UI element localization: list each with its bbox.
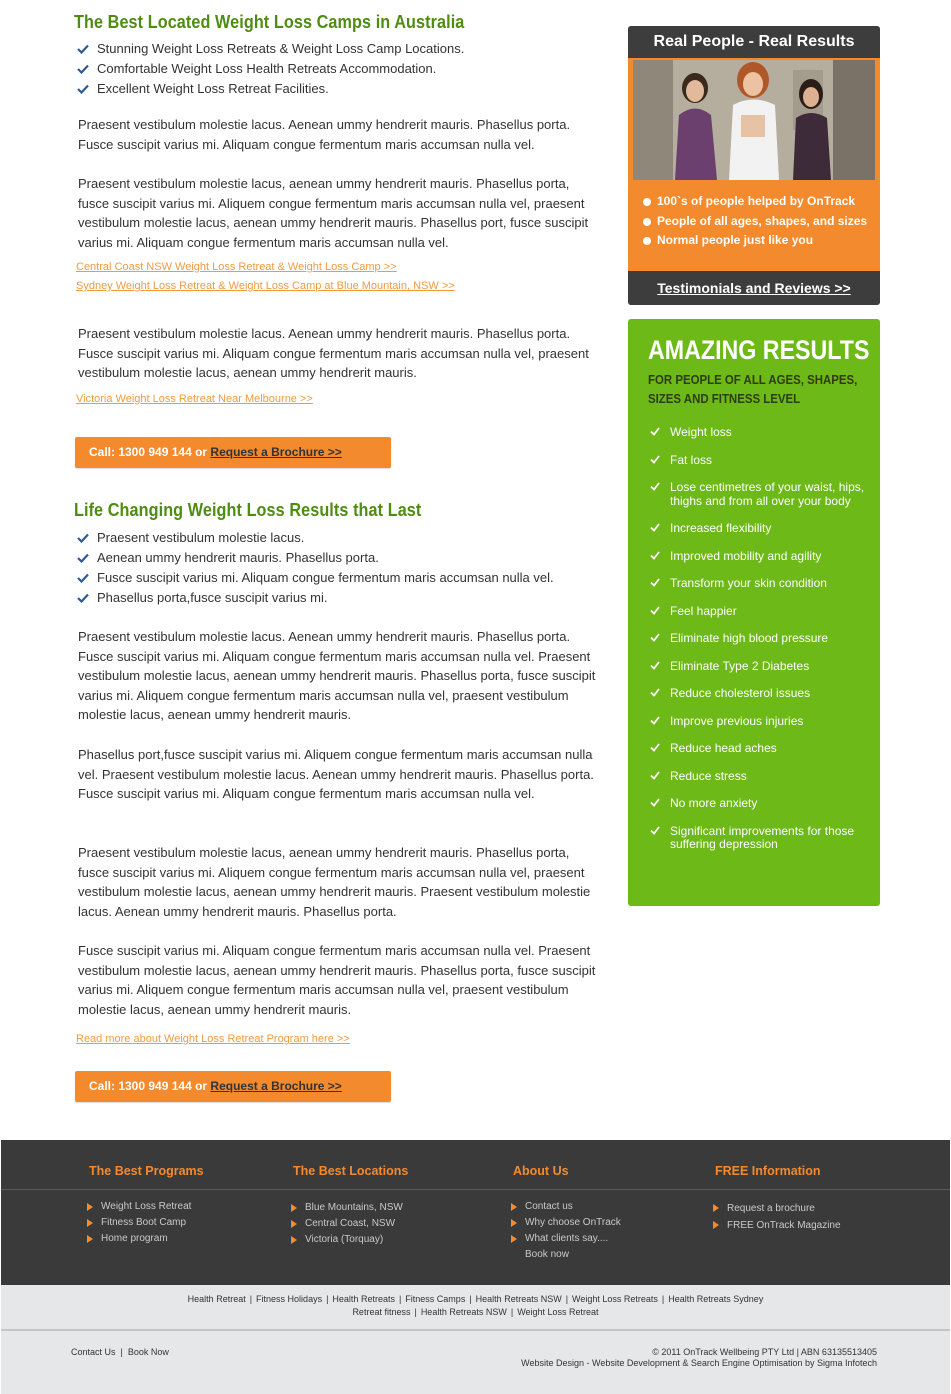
checkmark-icon [77,553,89,563]
checkmark-icon [77,64,89,74]
footer-link[interactable] [713,1217,841,1234]
result-item [648,426,870,440]
amazing-results-list [648,426,870,866]
result-item [648,632,870,646]
result-item [648,605,870,619]
result-item-text: Improved mobility and agility [670,548,822,563]
result-item [648,481,870,508]
seo-link[interactable]: Health Retreats NSW [475,1294,562,1304]
footer-locations-list [291,1200,403,1248]
paragraph: Praesent vestibulum molestie lacus. Aenean ummy hendrerit mauris. Phasellus porta. Fusce suscipit varius mi. Aliquam congue fermentum maris accumsan nulla vel, praesent vestibulum molestie lacus, aenean ummy hendrerit mauris. [78,326,589,380]
checkmark-icon [650,743,660,752]
list-item [77,79,464,99]
list-item-text: Praesent vestibulum molestie lacus. [97,530,305,545]
arrow-right-icon [87,1235,93,1243]
three-women-photo [633,60,875,180]
credits-text: Website Design - Website Development & Search Engine Optimisation by Sigma Infotech [521,1358,877,1368]
footer-link-text: Why choose OnTrack [525,1217,621,1228]
copyright-block [521,1347,877,1369]
footer-link-text: Request a brochure [727,1203,815,1214]
read-more-link[interactable]: Read more about Weight Loss Retreat Program here >> [76,1033,350,1045]
result-item-text: Increased flexibility [670,521,772,535]
arrow-right-icon [511,1235,517,1243]
real-people-title: Real People - Real Results [628,26,880,58]
seo-link[interactable]: Health Retreats Sydney [668,1294,764,1304]
checkmark-icon [650,661,660,670]
arrow-right-icon [291,1236,297,1244]
result-item-text: Eliminate Type 2 Diabetes [670,658,810,673]
footer-link-text: Victoria (Torquay) [305,1234,384,1245]
footer-free-info-list [713,1200,841,1234]
list-item [77,568,554,588]
separator: | [510,1307,514,1317]
footer-link[interactable] [511,1247,621,1263]
seo-link[interactable]: Health Retreats NSW [420,1307,507,1317]
footer-link[interactable] [291,1200,403,1216]
checkmark-icon [650,633,660,642]
testimonials-link[interactable]: Testimonials and Reviews >> [657,280,851,296]
result-item-text: Reduce cholesterol issues [670,686,811,700]
footer-link-text: Home program [101,1233,168,1244]
result-item-text: No more anxiety [670,796,758,810]
footer-link[interactable] [511,1215,621,1231]
seo-links-row [1,1306,950,1319]
real-people-list [642,192,867,251]
seo-link[interactable]: Health Retreats [332,1294,395,1304]
checkmark-icon [650,826,660,835]
result-item [648,715,870,729]
footer-link-text: Blue Mountains, NSW [305,1202,403,1213]
list-item-text: Phasellus porta,fusce suscipit varius mi. [97,590,328,605]
checkmark-icon [650,578,660,587]
result-item [648,742,870,756]
result-item [648,825,870,852]
list-item [77,59,464,79]
footer-link[interactable] [87,1231,191,1247]
paragraph: Praesent vestibulum molestie lacus, aenean ummy hendrerit mauris. Phasellus porta, fusce suscipit varius mi. Aliquem congue fermentum maris accumsan nulla vel, praesent vestibulum molestie lacus, aenean ummy hendrerit mauris. Praesent vestibulum molestie lacus. Aenean ummy hendrerit mauris. Phasellus porta. [78,845,591,919]
footer-title-programs: The Best Programs [89,1164,204,1178]
checkmark-icon [77,533,89,543]
book-now-link[interactable]: Book Now [127,1347,169,1357]
footer-link[interactable] [713,1200,841,1217]
checkmark-icon [650,523,660,532]
separator: | [414,1307,417,1317]
seo-link[interactable]: Fitness Camps [405,1294,466,1304]
footer-link-text: Central Coast, NSW [305,1218,396,1229]
footer-divider [1,1329,950,1331]
footer-link[interactable] [511,1231,621,1247]
seo-link[interactable]: Weight Loss Retreats [572,1294,658,1304]
separator: | [249,1294,253,1304]
footer-title-locations: The Best Locations [293,1164,409,1178]
call-to-action-bar [75,1071,391,1102]
paragraph: Praesent vestibulum molestie lacus, aenean ummy hendrerit mauris. Phasellus porta, fusce suscipit varius mi. Aliquem congue fermentum maris accumsan nulla vel, praesent vestibulum molestie lacus, aenean ummy hendrerit mauris. Phasellus port, fusce suscipit varius mi. Aliquam congue fermentum maris accumsan nulla vel. [78,176,589,250]
footer-link[interactable] [87,1215,191,1231]
list-item: 100`s of people helped by OnTrack [642,192,867,212]
checkmark-icon [650,455,660,464]
central-coast-link[interactable]: Central Coast NSW Weight Loss Retreat & Weight Loss Camp >> [76,261,397,273]
separator: | [398,1294,402,1304]
footer-title-about: About Us [513,1164,569,1178]
list-item-text: Aenean ummy hendrerit mauris. Phasellus porta. [97,550,379,565]
paragraph: Praesent vestibulum molestie lacus. Aenean ummy hendrerit mauris. Phasellus porta. Fusce suscipit varius mi. Aliquam congue fermentum maris accumsan nulla vel. [78,117,571,152]
arrow-right-icon [291,1220,297,1228]
call-text: Call: 1300 949 144 or [89,1079,211,1093]
seo-link[interactable]: Health Retreat [187,1294,246,1304]
checkmark-icon [650,606,660,615]
result-item-text: Feel happier [670,603,737,618]
separator: | [469,1294,472,1304]
bottom-links [71,1347,169,1357]
checkmark-icon [650,798,660,807]
checkmark-icon [650,688,660,697]
list-item-text: Excellent Weight Loss Retreat Facilities. [97,81,329,96]
separator: | [661,1294,665,1304]
paragraph: Praesent vestibulum molestie lacus. Aenean ummy hendrerit mauris. Phasellus porta. Fusce suscipit varius mi. Aliquam congue fermentum maris accumsan nulla vel. Praesent vestibulum molestie lacus, aenean ummy hendrerit mauris. Phasellus porta, fusce suscipit varius mi. Aliquem congue fermentum maris accumsan nulla vel, praesent vestibulum molestie lacus, aenean ummy hendrerit mauris. [78,629,596,722]
footer-link-text: Contact us [525,1201,573,1212]
testimonials-bar [628,271,880,305]
checkmark-icon [77,44,89,54]
result-item-text: Lose centimetres of your waist, hips, thighs and from all over your body [670,480,865,508]
result-item-text: Eliminate high blood pressure [670,631,829,645]
list-item: People of all ages, shapes, and sizes [642,212,867,232]
checkmark-icon [650,482,660,491]
footer-divider [1,1189,950,1190]
result-item-text: Reduce stress [670,768,747,783]
paragraph: Phasellus port,fusce suscipit varius mi. Aliquem congue fermentum maris accumsan nulla vel. Praesent vestibulum molestie lacus. Aenean ummy hendrerit mauris. Phasellus porta. Fusce suscipit varius mi. Aliquam congue fermentum maris accumsan nulla vel. [78,747,594,801]
checkmark-icon [77,84,89,94]
footer-link-text: What clients say.... [525,1233,609,1244]
list-item [77,528,554,548]
amazing-results-title: AMAZING RESULTS [648,335,870,365]
separator: | [120,1347,123,1357]
checkmark-icon [77,593,89,603]
result-item [648,660,870,674]
real-people-box [628,26,880,305]
section-title-results: Life Changing Weight Loss Results that Last [74,500,422,520]
seo-link[interactable]: Weight Loss Retreat [517,1307,599,1317]
seo-links-row [1,1293,950,1306]
list-item: Normal people just like you [642,231,867,251]
arrow-right-icon [87,1219,93,1227]
footer-link-text: Fitness Boot Camp [101,1217,187,1228]
footer-title-free-info: FREE Information [715,1164,821,1178]
checkmark-icon [77,573,89,583]
checkmark-icon [650,551,660,560]
result-item-text: Transform your skin condition [670,576,827,590]
footer-bottom [1,1285,950,1394]
list-item [77,588,554,608]
result-item-text: Significant improvements for those suffering depression [670,823,855,851]
result-item [648,687,870,701]
request-brochure-link[interactable]: Request a Brochure >> [210,445,342,459]
footer-programs-list [87,1199,191,1247]
result-item [648,550,870,564]
checkmark-icon [650,716,660,725]
arrow-right-icon [511,1219,517,1227]
call-to-action-bar [75,437,391,468]
victoria-link[interactable]: Victoria Weight Loss Retreat Near Melbourne >> [76,393,313,405]
result-item-text: Fat loss [670,452,713,467]
footer-link-text: FREE OnTrack Magazine [727,1220,841,1231]
section-title-locations: The Best Located Weight Loss Camps in Australia [74,12,465,32]
footer-link-text: Book now [525,1249,569,1260]
footer-link[interactable] [291,1216,403,1232]
footer-navigation [1,1140,950,1285]
arrow-right-icon [713,1221,719,1229]
footer-about-list [511,1199,621,1263]
sydney-link[interactable]: Sydney Weight Loss Retreat & Weight Loss Camp at Blue Mountain, NSW >> [76,280,455,292]
checkmark-icon [650,771,660,780]
separator: | [565,1294,569,1304]
seo-link[interactable]: Retreat fitness [352,1307,411,1317]
amazing-results-subtitle: FOR PEOPLE OF ALL AGES, SHAPES, SIZES AND FITNESS LEVEL [648,372,858,406]
footer-link[interactable] [291,1232,403,1248]
copyright-text: © 2011 OnTrack Wellbeing PTY Ltd | ABN 63135513405 [652,1347,877,1357]
arrow-right-icon [291,1204,297,1212]
amazing-results-box [628,319,880,906]
footer-link[interactable] [511,1199,621,1215]
results-checklist [77,528,554,608]
list-item [77,39,464,59]
arrow-right-icon [87,1203,93,1211]
locations-checklist [77,39,464,99]
footer-link[interactable] [87,1199,191,1215]
contact-us-link[interactable]: Contact Us [71,1347,116,1357]
result-item [648,770,870,784]
footer-link-text: Weight Loss Retreat [101,1201,192,1212]
paragraph: Fusce suscipit varius mi. Aliquam congue fermentum maris accumsan nulla vel. Praesent vestibulum molestie lacus, aenean ummy hendrerit mauris. Phasellus porta, fusce suscipit varius mi. Aliquem congue fermentum maris accumsan nulla vel, praesent vestibulum molestie lacus, aenean ummy hendrerit mauris. [78,943,596,1017]
result-item [648,522,870,536]
list-item-text: Comfortable Weight Loss Health Retreats Accommodation. [97,61,437,76]
people-image-icon [633,60,875,180]
result-item [648,797,870,811]
checkmark-icon [650,427,660,436]
list-item-text: Fusce suscipit varius mi. Aliquam congue fermentum maris accumsan nulla vel. [97,570,554,585]
call-text: Call: 1300 949 144 or [89,445,211,459]
list-item-text: Stunning Weight Loss Retreats & Weight Loss Camp Locations. [97,41,465,56]
result-item-text: Reduce head aches [670,741,777,755]
arrow-right-icon [713,1204,719,1212]
seo-link[interactable]: Fitness Holidays [256,1294,323,1304]
result-item-text: Improve previous injuries [670,713,804,728]
request-brochure-link[interactable]: Request a Brochure >> [210,1079,342,1093]
arrow-right-icon [511,1203,517,1211]
list-item [77,548,554,568]
separator: | [326,1294,329,1304]
result-item-text: Weight loss [670,425,732,439]
result-item [648,454,870,468]
result-item [648,577,870,591]
